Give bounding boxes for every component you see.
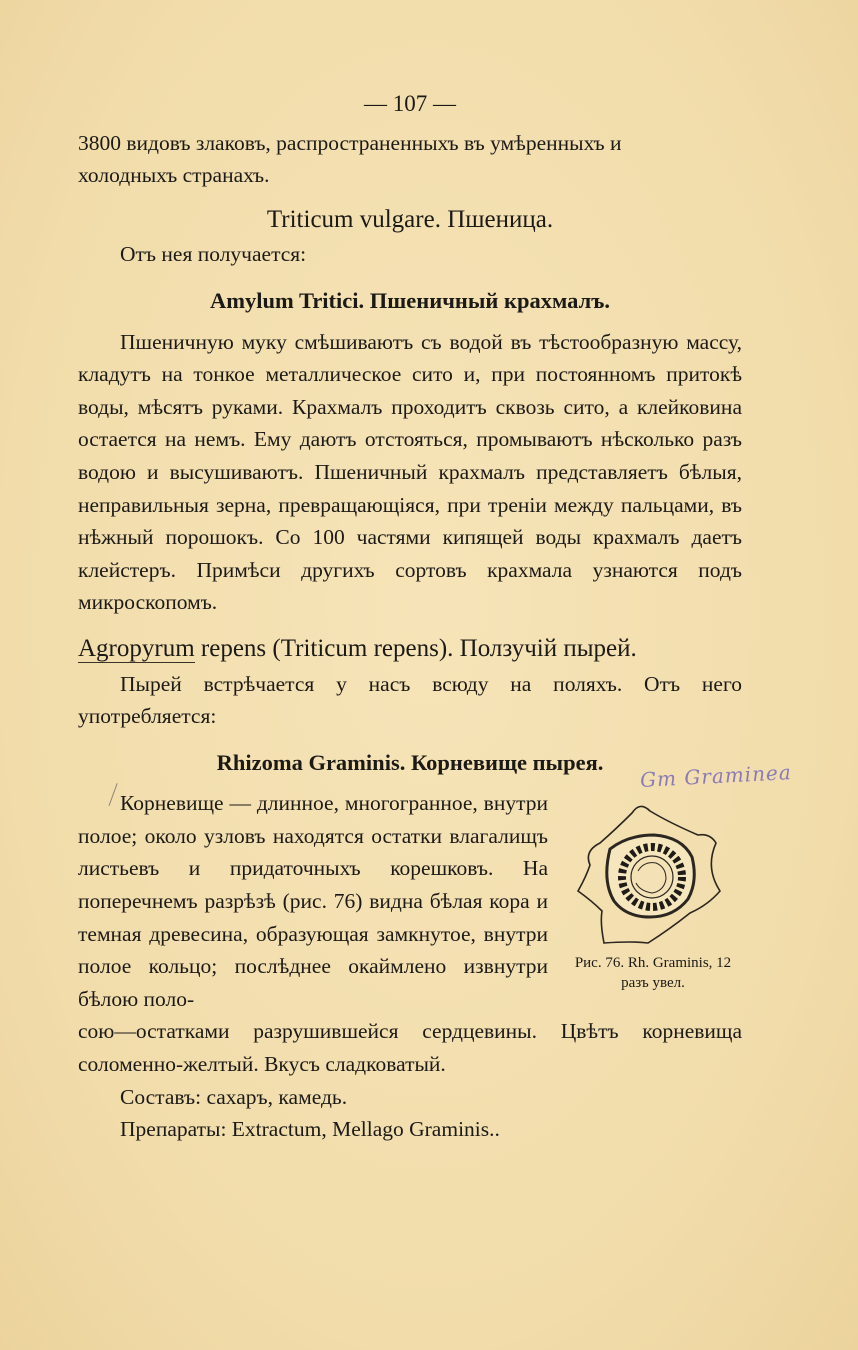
agropyrum-heading [78,633,742,666]
agropyrum-title-rest: repens (Triticum repens). Ползучій пырей. [194,634,637,662]
handwritten-margin-note: Gm Graminea [639,760,793,792]
rhizome-cross-section-illustration [570,793,740,949]
intro-line-1: 3800 видовъ злаковъ, распространенныхъ въ умѣренныхъ и [78,130,622,155]
agropyrum-intro: Пырей встрѣчается у насъ всюду на поляхъ. Отъ него употребляется: [78,671,742,729]
triticum-heading: Triticum vulgare. Пшеница. [266,205,554,233]
amylum-paragraph: Пшеничную муку смѣшиваютъ съ водой въ тѣстообразную массу, кладутъ на тонкое металлическое сито и, при постоянномъ притокѣ воды, мѣсятъ руками. Крахмалъ проходитъ сквозь сито, а клейковина остается на немъ. Ему даютъ отстояться, промываютъ нѣсколько разъ водою и высушиваютъ. Пшеничный крахмалъ представляетъ бѣлыя, неправильныя зерна, превращающіяся, при треніи между пальцами, въ нѣжный порошокъ. Со 100 частями кипящей воды крахмалъ даетъ клейстеръ. Примѣси другихъ сортовъ крахмала узнаются подъ микроскопомъ. [78,329,742,615]
figure-caption: Рис. 76. Rh. Graminis, 12 разъ увел. [574,955,732,992]
figure-section [78,787,742,1015]
page-text [78,88,742,1146]
rhizoma-paragraph-wrapped: Корневище — длинное, многогранное, внутри полое; около узловъ находятся остатки влагалищъ листьевъ и придаточныхъ корешковъ. На поперечнемъ разрѣзѣ (рис. 76) видна бѣлая кора и темная древесина, образующая замкнутое, внутри полое кольцо; послѣднее окаймлено извнутри бѣлою поло- [78,791,548,1011]
amylum-heading: Amylum Tritici. Пшеничный крахмалъ. [210,287,610,313]
composition-line: Составъ: сахаръ, камедь. [120,1084,348,1109]
agropyrum-latin: Agropyrum [78,634,195,662]
rhizoma-paragraph-continued: сою—остатками разрушившейся сердцевины. Цвѣтъ корневища соломенно-желтый. Вкусъ сладковатый. [78,1019,742,1077]
triticum-subtitle: Отъ нея получается: [120,242,307,267]
figure-76 [564,793,742,993]
rhizoma-heading: Rhizoma Graminis. Корневище пырея. [216,749,604,775]
page-number: — 107 — [364,91,456,116]
intro-line-2: холодныхъ странахъ. [78,163,270,188]
preparations-line: Препараты: Extractum, Mellago Graminis.. [120,1117,500,1142]
